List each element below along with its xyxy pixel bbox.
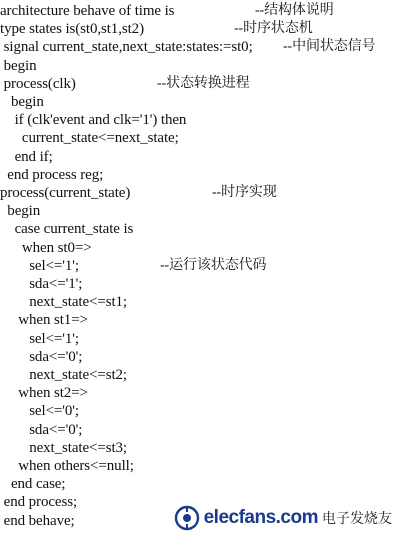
code-text: next_state<=st1; xyxy=(0,294,128,311)
code-text: when st1=> xyxy=(0,312,88,329)
code-comment: --结构体说明 xyxy=(255,3,334,18)
code-text: next_state<=st3; xyxy=(0,439,128,456)
code-text: process(current_state) xyxy=(0,185,131,201)
code-text: sda<='0'; xyxy=(0,421,83,438)
elecfans-logo-icon xyxy=(174,505,200,531)
code-text: current_state<=next_state; xyxy=(0,130,179,147)
code-text: if (clk'event and clk='1') then xyxy=(0,112,187,129)
watermark-site: elecfans.com xyxy=(203,507,318,528)
code-text: end if; xyxy=(0,148,53,165)
code-text: when st0=> xyxy=(0,239,92,256)
code-text: sel<='1'; xyxy=(0,257,79,274)
elecfans-watermark xyxy=(174,504,392,532)
code-text: end process reg; xyxy=(0,166,104,183)
code-comment: --状态转换进程 xyxy=(157,75,250,91)
code-text: signal current_state,next_state:states:=st0; xyxy=(0,39,253,56)
code-text: architecture behave of time is xyxy=(0,3,175,19)
code-text: end case; xyxy=(0,476,66,493)
code-text: type states is(st0,st1,st2) xyxy=(0,21,144,38)
code-comment: --运行该状态代码 xyxy=(160,257,267,273)
code-text: sda<='0'; xyxy=(0,348,83,365)
code-text: case current_state is xyxy=(0,221,134,238)
code-comment: --时序状态机 xyxy=(234,21,313,37)
code-text: next_state<=st2; xyxy=(0,367,128,383)
code-text: begin xyxy=(0,57,37,74)
code-comment: --中间状态信号 xyxy=(283,39,376,55)
code-text: end process; xyxy=(0,494,78,511)
code-text: begin xyxy=(0,94,44,110)
code-text: when st2=> xyxy=(0,385,88,402)
watermark-chinese: 电子发烧友 xyxy=(322,511,392,527)
code-comment: --时序实现 xyxy=(212,185,277,200)
code-text: sel<='1'; xyxy=(0,330,79,347)
code-text: when others<=null; xyxy=(0,458,134,474)
code-text: begin xyxy=(0,203,41,220)
code-text: sda<='1'; xyxy=(0,276,83,292)
code-text: sel<='0'; xyxy=(0,403,79,420)
code-text: end behave; xyxy=(0,512,75,529)
code-text: process(clk) xyxy=(0,75,76,92)
